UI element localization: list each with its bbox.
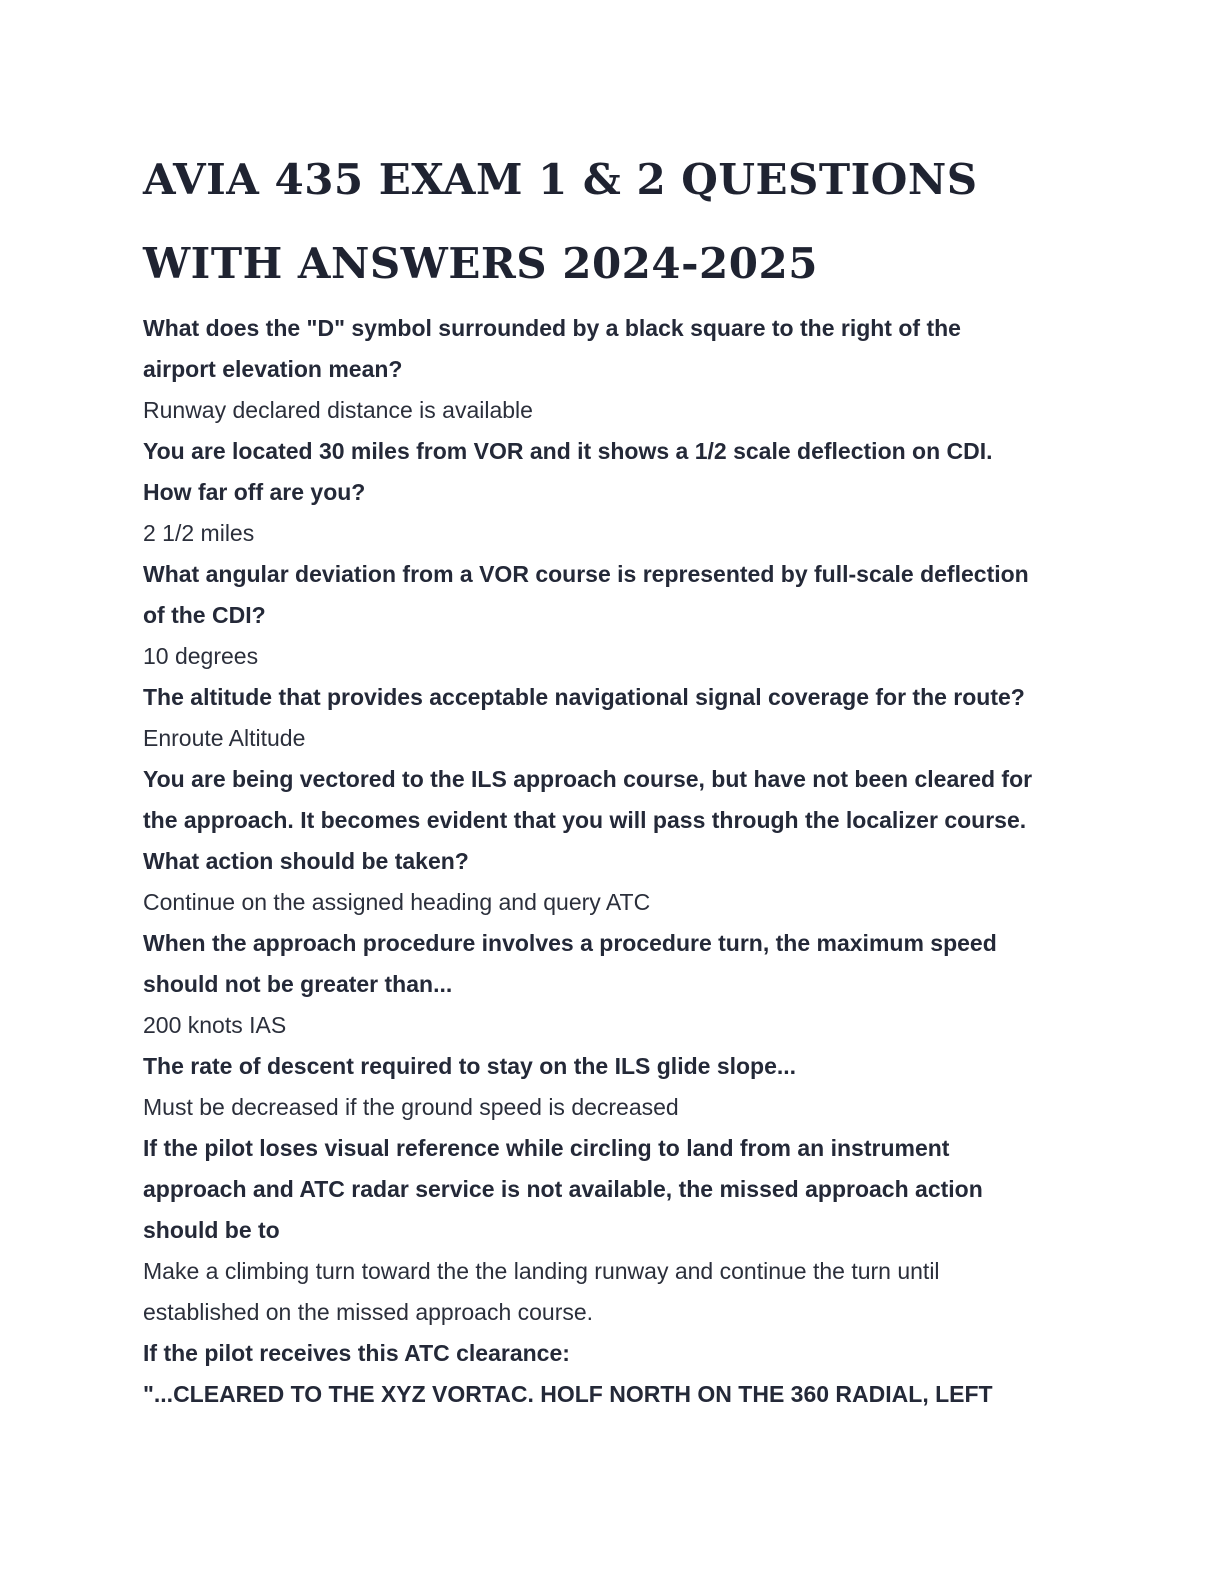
question [143, 1333, 1083, 1415]
question-line: airport elevation mean? [143, 356, 403, 382]
qa-list [143, 308, 1083, 1415]
document-page [143, 138, 1083, 1415]
question-line: You are located 30 miles from VOR and it shows a 1/2 scale deflection on CDI. [143, 438, 993, 464]
qa-item [143, 923, 1083, 1046]
title-line-1: AVIA 435 EXAM 1 & 2 QUESTIONS [143, 155, 978, 204]
question-line: of the CDI? [143, 602, 266, 628]
question-line: "...CLEARED TO THE XYZ VORTAC. HOLF NORTH ON THE 360 RADIAL, LEFT [143, 1381, 993, 1407]
answer-line: 200 knots IAS [143, 1012, 287, 1038]
question-line: should be to [143, 1217, 280, 1243]
question-line: When the approach procedure involves a procedure turn, the maximum speed [143, 930, 997, 956]
document-title [143, 138, 1083, 306]
question [143, 759, 1083, 882]
answer [143, 1251, 1083, 1333]
question-line: The rate of descent required to stay on the ILS glide slope... [143, 1053, 797, 1079]
question [143, 308, 1083, 390]
question [143, 1128, 1083, 1251]
question-line: You are being vectored to the ILS approach course, but have not been cleared for [143, 766, 1033, 792]
qa-item [143, 308, 1083, 431]
answer [143, 513, 1083, 554]
qa-item [143, 677, 1083, 759]
title-line-2: WITH ANSWERS 2024-2025 [143, 239, 818, 288]
answer [143, 718, 1083, 759]
answer-line: 2 1/2 miles [143, 520, 255, 546]
answer-line: Must be decreased if the ground speed is decreased [143, 1094, 679, 1120]
question-line: If the pilot receives this ATC clearance: [143, 1340, 570, 1366]
answer [143, 390, 1083, 431]
answer-line: Continue on the assigned heading and query ATC [143, 889, 651, 915]
qa-item [143, 759, 1083, 923]
question-line: How far off are you? [143, 479, 366, 505]
qa-item [143, 431, 1083, 554]
question [143, 923, 1083, 1005]
answer [143, 882, 1083, 923]
qa-item [143, 1046, 1083, 1128]
qa-item [143, 1128, 1083, 1333]
qa-item [143, 554, 1083, 677]
answer-line: Runway declared distance is available [143, 397, 533, 423]
question-line: The altitude that provides acceptable navigational signal coverage for the route? [143, 684, 1025, 710]
answer-line: Enroute Altitude [143, 725, 306, 751]
question-line: What action should be taken? [143, 848, 469, 874]
question-line: If the pilot loses visual reference while circling to land from an instrument [143, 1135, 950, 1161]
answer-line: established on the missed approach course. [143, 1299, 594, 1325]
question [143, 431, 1083, 513]
question-line: What angular deviation from a VOR course is represented by full-scale deflection [143, 561, 1029, 587]
question [143, 554, 1083, 636]
question-line: What does the "D" symbol surrounded by a black square to the right of the [143, 315, 961, 341]
question [143, 677, 1083, 718]
question [143, 1046, 1083, 1087]
answer [143, 1005, 1083, 1046]
answer [143, 1087, 1083, 1128]
qa-item [143, 1333, 1083, 1415]
question-line: the approach. It becomes evident that you will pass through the localizer course. [143, 807, 1027, 833]
answer-line: Make a climbing turn toward the the landing runway and continue the turn until [143, 1258, 940, 1284]
answer-line: 10 degrees [143, 643, 259, 669]
question-line: should not be greater than... [143, 971, 453, 997]
answer [143, 636, 1083, 677]
question-line: approach and ATC radar service is not available, the missed approach action [143, 1176, 983, 1202]
